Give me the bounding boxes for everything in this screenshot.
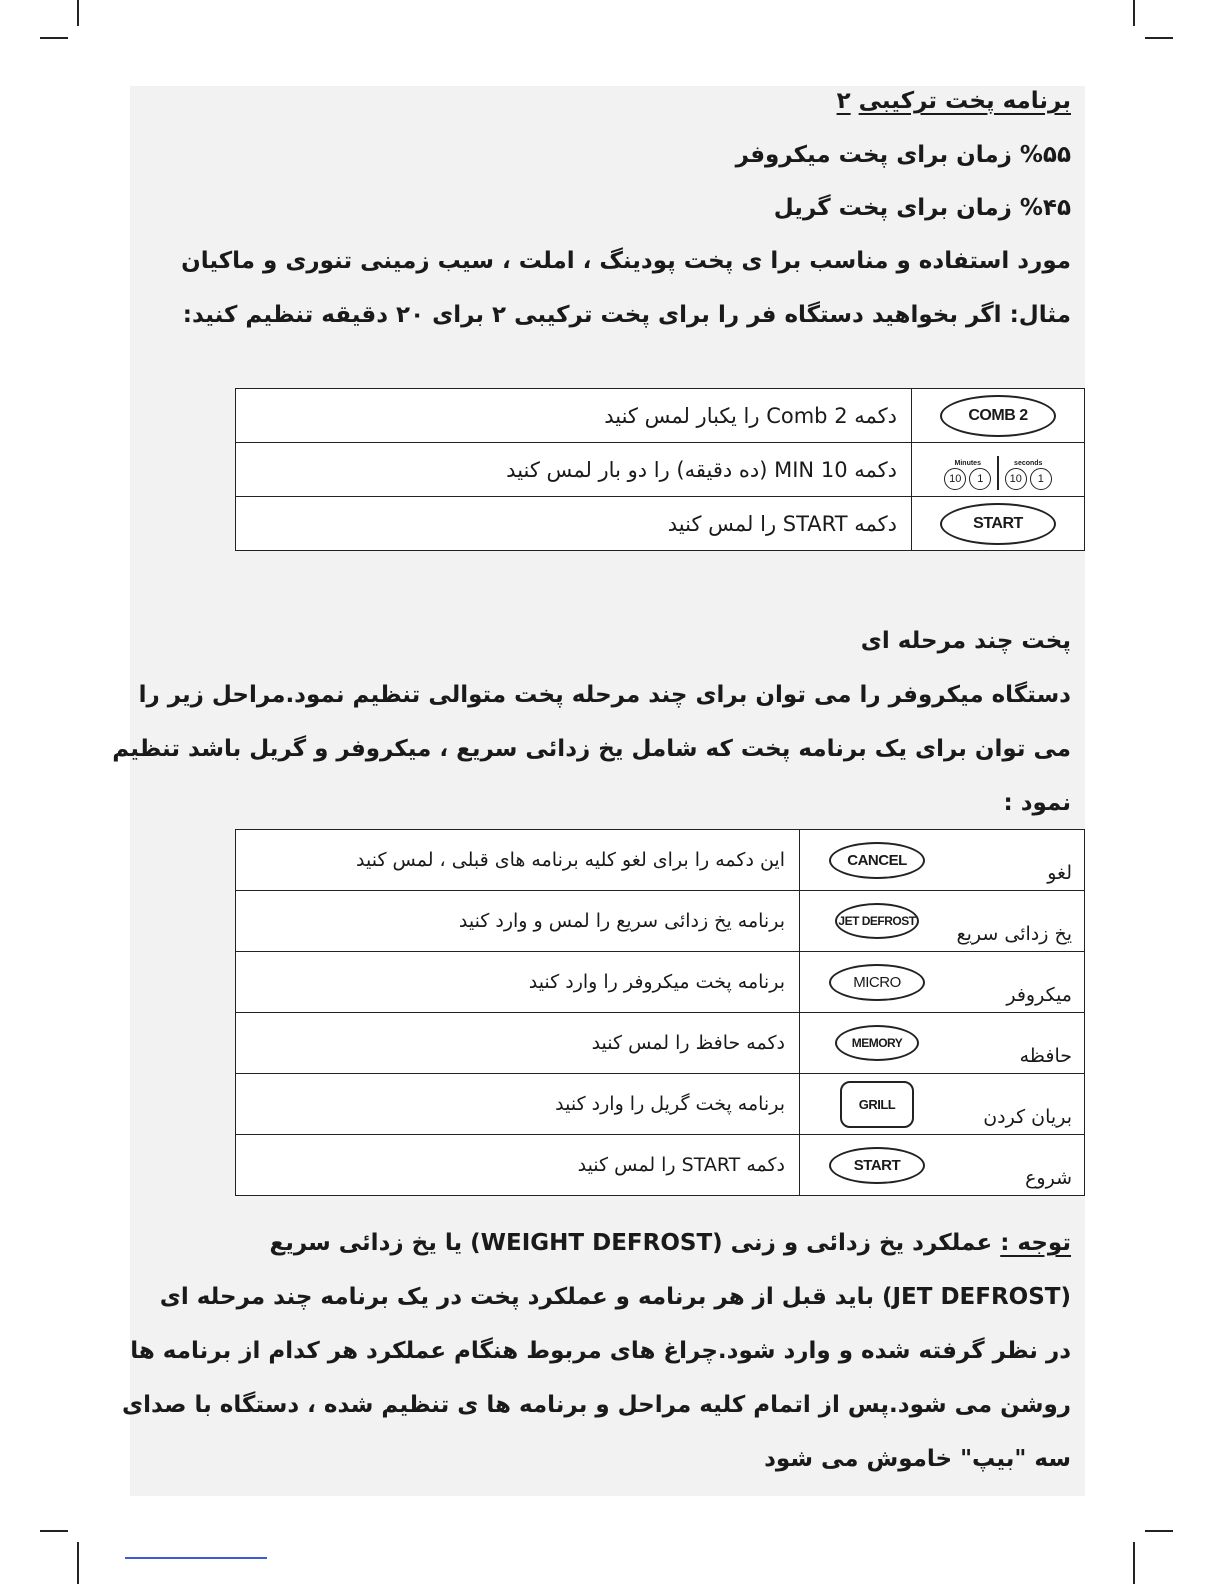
ten-second-key[interactable]: 10 [1005,468,1027,490]
button-cell [800,952,955,1013]
minutes-caption: Minutes [954,459,981,467]
step-label: میکروفر [954,952,1085,1013]
note-line: (JET DEFROST) باید قبل از هر برنامه و عملکرد پخت در یک برنامه چند مرحله ای [159,1284,1071,1310]
one-minute-key[interactable]: 1 [969,468,991,490]
button-cell [800,891,955,952]
note-line [270,1228,1072,1258]
step-description: برنامه یخ زدائی سریع را لمس و وارد کنید [236,891,800,952]
note-text: عملکرد یخ زدائی و زنی (WEIGHT DEFROST) یا یخ زدائی سریع [269,1230,993,1256]
step-label: حافظه [954,1013,1085,1074]
minutes-group [944,459,991,490]
crop-mark [40,1530,68,1532]
section-title [837,86,1071,116]
section-title-text: برنامه پخت ترکیبی [858,88,1071,114]
crop-mark [40,37,68,39]
table-row [236,952,1085,1013]
section-title-number: ۲ [836,88,851,114]
step-label: بریان کردن [954,1074,1085,1135]
note-label: توجه : [1000,1230,1071,1256]
table-row [236,389,1085,443]
crop-mark [1133,0,1135,26]
step-description: برنامه پخت میکروفر را وارد کنید [236,952,800,1013]
table-row [236,1074,1085,1135]
ten-minute-key[interactable]: 10 [944,468,966,490]
step-description: این دکمه را برای لغو کلیه برنامه های قبلی ، لمس کنید [236,830,800,891]
step-description: برنامه پخت گریل را وارد کنید [236,1074,800,1135]
note-line: سه "بیپ" خاموش می شود [764,1446,1071,1472]
table-row [236,497,1085,551]
one-second-key[interactable]: 1 [1030,468,1052,490]
paragraph-line: نمود : [1003,790,1071,816]
example-line: مثال: اگر بخواهید دستگاه فر را برای پخت ترکیبی ۲ برای ۲۰ دقیقه تنظیم کنید: [182,302,1071,328]
crop-mark [77,1542,79,1584]
crop-mark [1133,1542,1135,1584]
comb2-button-cell [912,389,1085,443]
note-line: روشن می شود.پس از اتمام کلیه مراحل و برنامه ها ی تنظیم شده ، دستگاه با صدای [122,1392,1071,1418]
button-cell [800,830,955,891]
table-row [236,830,1085,891]
step-label: شروع [954,1135,1085,1196]
table-row [236,443,1085,497]
comb2-button[interactable]: COMB 2 [940,395,1056,437]
timer-keys-cell [912,443,1085,497]
step-description: دکمه START را لمس کنید [236,497,912,551]
crop-mark [1145,37,1173,39]
micro-button[interactable]: MICRO [829,964,925,1001]
multistage-steps-table [235,829,1085,1196]
start-button-cell [912,497,1085,551]
step-description: دکمه 10 MIN (ده دقیقه) را دو بار لمس کنید [236,443,912,497]
grill-ratio-line: %۴۵ زمان برای پخت گریل [773,195,1071,221]
button-cell [800,1135,955,1196]
step-description: دکمه Comb 2 را یکبار لمس کنید [236,389,912,443]
button-cell [800,1074,955,1135]
step-label: لغو [954,830,1085,891]
note-line: در نظر گرفته شده و وارد شود.چراغ های مربوط هنگام عملکرد هر کدام از برنامه ها [130,1338,1071,1364]
crop-mark [77,0,79,26]
bottom-rule [125,1557,267,1559]
combo-steps-table [235,388,1085,551]
crop-mark [1145,1530,1173,1532]
step-description: دکمه START را لمس کنید [236,1135,800,1196]
seconds-caption: seconds [1014,459,1043,467]
memory-button[interactable]: MEMORY [835,1025,919,1061]
seconds-group [1005,459,1052,490]
table-row [236,891,1085,952]
table-row [236,1013,1085,1074]
grill-button[interactable]: GRILL [840,1081,914,1128]
micro-ratio-line: %۵۵ زمان برای پخت میکروفر [735,142,1071,168]
button-cell [800,1013,955,1074]
table-row [236,1135,1085,1196]
timer-keypad [944,456,1052,490]
paragraph-line: دستگاه میکروفر را می توان برای چند مرحله پخت متوالی تنظیم نمود.مراحل زیر را [138,682,1071,708]
cancel-button[interactable]: CANCEL [829,842,925,879]
usage-line: مورد استفاده و مناسب برا ی پخت پودینگ ، املت ، سیب زمینی تنوری و ماکیان [181,248,1071,274]
multistage-title: پخت چند مرحله ای [860,628,1071,654]
paragraph-line: می توان برای یک برنامه پخت که شامل یخ زدائی سریع ، میکروفر و گریل باشد تنظیم [112,736,1071,762]
jet-defrost-button[interactable]: JET DEFROST [835,903,919,939]
step-description: دکمه حافظ را لمس کنید [236,1013,800,1074]
start-button[interactable]: START [829,1147,925,1184]
start-button[interactable]: START [940,503,1056,545]
divider [997,456,999,490]
step-label: یخ زدائی سریع [954,891,1085,952]
